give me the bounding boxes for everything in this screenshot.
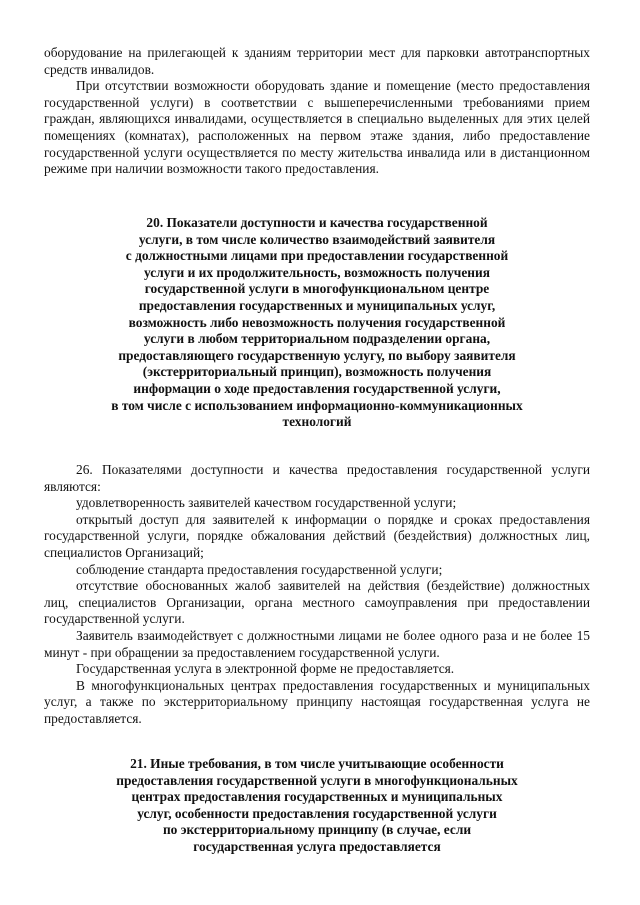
heading-line: технологий [282,414,352,430]
heading-line: государственная услуга предоставляется [193,838,441,854]
heading-line: услуги в любом территориальном подразделении органа, [143,331,491,347]
heading-line: информации о ходе предоставления государственной услуги, [133,380,501,396]
paragraph: Заявитель взаимодействует с должностными лицами не более одного раза и не более 15 минут - при обращении за предоставлением государственной услуги. [44,627,590,660]
heading-line: 20. Показатели доступности и качества государственной [146,215,488,230]
section-20-heading [44,215,590,431]
heading-line: услуги и их продолжительность, возможность получения [144,264,490,280]
paragraph: удовлетворенность заявителей качеством государственной услуги; [76,495,457,511]
heading-line: услуги, в том числе количество взаимодействий заявителя [138,231,496,247]
section-20-body [44,462,590,728]
paragraph: оборудование на прилегающей к зданиям территории мест для парковки автотранспортных средств инвалидов. [44,45,590,77]
heading-line: (экстерриториальный принцип), возможность получения [142,364,492,380]
heading-line: возможность либо невозможность получения государственной [128,314,506,330]
heading-line: услуг, особенности предоставления государственной услуги [137,805,497,821]
paragraph: открытый доступ для заявителей к информации о порядке и сроках предоставления государственной услуги, порядке обжалования действий (бездействия) должностных лиц, специалистов Организаций; [44,511,590,560]
heading-line: центрах предоставления государственных и муниципальных [131,789,503,805]
section-21-heading [44,756,590,856]
heading-line: с должностными лицами при предоставлении государственной [125,248,509,264]
heading-line: государственной услуги в многофункциональном центре [144,281,490,297]
heading-line: в том числе с использованием информационно-коммуникационных [111,397,523,413]
paragraph: отсутствие обоснованных жалоб заявителей на действия (бездействие) должностных лиц, специалистов Организации, органа местного самоуправления при предоставлении государственной услуги. [44,578,590,627]
paragraph: Государственная услуга в электронной форме не предоставляется. [76,661,455,677]
heading-line: предоставления государственных и муниципальных услуг, [138,297,496,313]
heading-line: 21. Иные требования, в том числе учитывающие особенности [130,756,504,771]
heading-line: предоставляющего государственную услугу, по выбору заявителя [118,347,516,363]
heading-line: предоставления государственной услуги в многофункциональных [116,772,518,788]
paragraph: 26. Показателями доступности и качества предоставления государственной услуги являются: [44,462,590,494]
heading-line: по экстерриториальному принципу (в случае, если [162,822,472,838]
paragraph: При отсутствии возможности оборудовать здание и помещение (место предоставления государственной услуги) в соответствии с вышеперечисленными требованиями прием граждан, являющихся инвалидами, осуществляется в специально выделенных для этих целей помещениях (комнатах), расположенных на первом этаже здания, либо предоставление государственной услуги осуществляется по месту жительства инвалида или в дистанционном режиме при наличии возможности такого предоставления. [44,78,590,177]
paragraph: соблюдение стандарта предоставления государственной услуги; [76,561,443,577]
intro-text [44,45,590,178]
paragraph: В многофункциональных центрах предоставления государственных и муниципальных услуг, а также по экстерриториальному принципу настоящая государственная услуга не предоставляется. [44,677,590,726]
